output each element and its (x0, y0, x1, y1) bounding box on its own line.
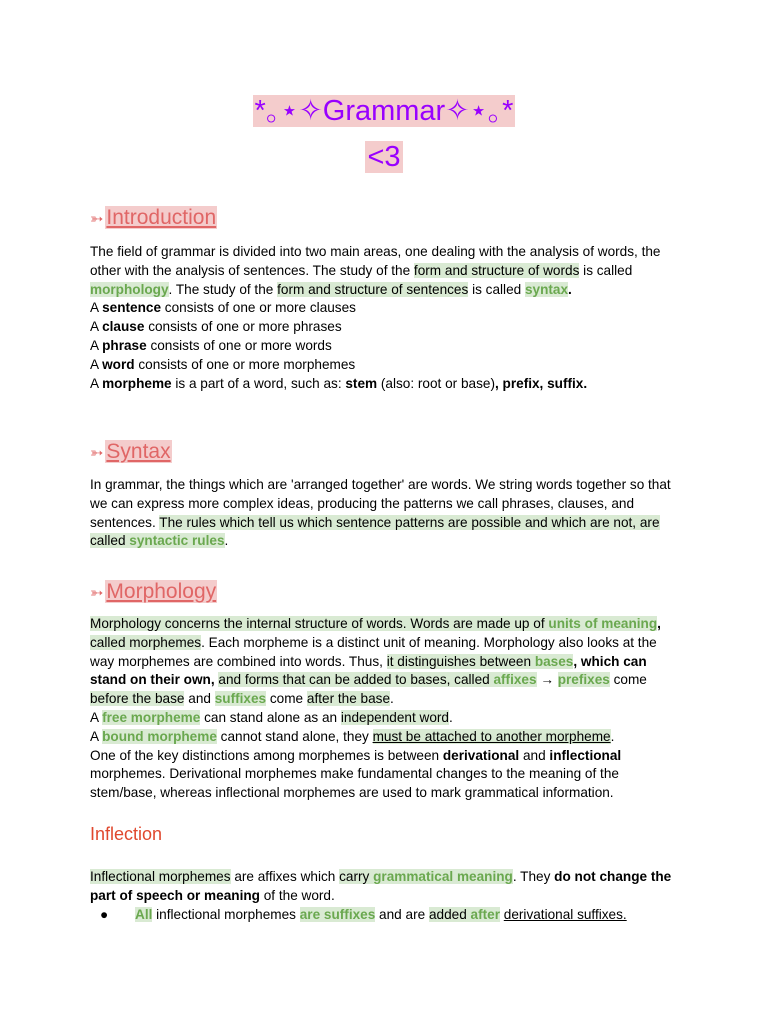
document-subtitle: <3 (367, 141, 401, 173)
intro-line: A word consists of one or more morphemes (90, 356, 356, 372)
heading-inflection: Inflection (90, 824, 163, 844)
list-item: ● All inflectional morphemes are suffixes and are added after derivational suffixes. (115, 906, 627, 925)
bullet-icon: ● (100, 907, 109, 922)
morphology-paragraph-2: One of the key distinctions among morphemes is between derivational and inflectional morphemes. Derivational morphemes make fundamental changes to the meaning of the stem/base, whereas inflectional morphemes are used to mark grammatical information. (90, 747, 622, 801)
intro-line: A sentence consists of one or more clauses (90, 300, 356, 316)
arrow-icon: ➳ (90, 211, 104, 228)
bound-morpheme-line: A bound morpheme cannot stand alone, they must be attached to another morpheme. (90, 728, 615, 744)
intro-line: A phrase consists of one or more words (90, 337, 332, 353)
intro-line: A clause consists of one or more phrases (90, 319, 342, 335)
document-title: *｡⋆✧Grammar✧⋆｡* (254, 95, 514, 127)
syntax-paragraph: In grammar, the things which are 'arranged together' are words. We string words together so that we can express more complex ideas, producing the patterns we call phrases, clauses, and sentences. The rules which tell us which sentence patterns are possible and which are not, are called syntactic rules. (90, 477, 671, 549)
arrow-icon: ➳ (90, 445, 104, 462)
inflection-paragraph: Inflectional morphemes are affixes which carry grammatical meaning. They do not change the part of speech or meaning of the word. (90, 869, 672, 903)
morphology-paragraph: Morphology concerns the internal structure of words. Words are made up of units of meaning, called morphemes. Each morpheme is a distinct unit of meaning. Morphology also looks at the way morphemes are combined into words. Thus, it distinguishes between bases, which can stand on their own, and forms that can be added to bases, called affixes → prefixes come before the base and suffixes come after the base. A free morpheme can stand alone as an independent word. A bound morpheme cannot stand alone, they must be attached to another morpheme. One of the key distinctions among morphemes is between derivational and inflectional morphemes. Derivational morphemes make fundamental changes to the meaning of the stem/base, whereas inflectional morphemes are used to mark grammatical information. (90, 616, 661, 801)
intro-line: A morpheme is a part of a word, such as: stem (also: root or base), prefix, suffix. (90, 375, 588, 391)
heading-syntax: ➳ Syntax (90, 440, 171, 463)
heading-introduction: ➳ Introduction (90, 206, 217, 229)
arrow-icon: ➳ (90, 585, 104, 602)
heading-morphology: ➳ Morphology (90, 580, 217, 603)
intro-paragraph: The field of grammar is divided into two main areas, one dealing with the analysis of words, the other with the analysis of sentences. The study of the form and structure of words is called morphology. The study of the form and structure of sentences is called syntax. A sentence consists of one or more clauses A clause consists of one or more phrases A phrase consists of one or more words A word consists of one or more morphemes A morpheme is a part of a word, such as: stem (also: root or base), prefix, suffix. (90, 244, 661, 391)
free-morpheme-line: A free morpheme can stand alone as an independent word. (90, 709, 453, 725)
